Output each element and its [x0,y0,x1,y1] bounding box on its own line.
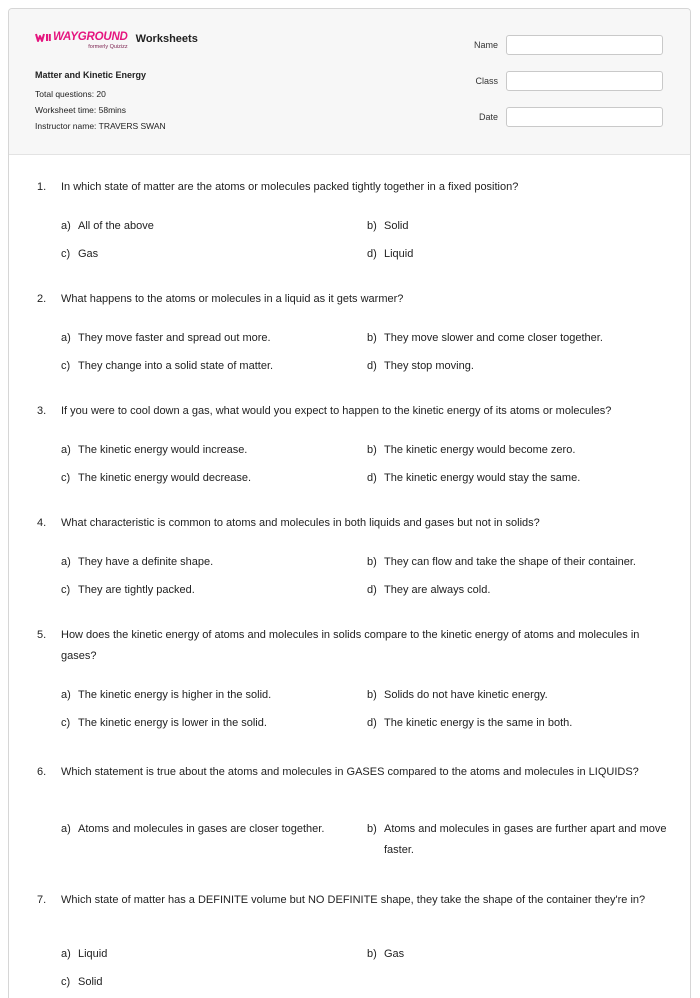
option-text: The kinetic energy is lower in the solid. [78,717,267,729]
option-text: They have a definite shape. [78,556,214,568]
option-b[interactable] [367,685,659,706]
option-d[interactable] [367,713,659,734]
total-questions: Total questions: 20 [35,89,106,99]
option-text: The kinetic energy would stay the same. [384,472,581,484]
question-number: 5. [37,629,47,641]
option-letter: a) [61,444,71,456]
question-number: 1. [37,181,47,193]
option-letter: c) [61,360,71,372]
option-letter: a) [61,948,71,960]
option-text: Solid [78,976,103,988]
question-text: What characteristic is common to atoms and molecules in both liquids and gases but not in solids? [61,517,540,529]
option-a[interactable] [61,552,353,573]
option-text: Gas [78,248,99,260]
date-row [474,106,663,128]
brand [35,31,198,50]
option-text: They are always cold. [384,584,491,596]
question-number: 6. [37,766,47,778]
date-label: Date [478,112,498,122]
option-text: The kinetic energy is the same in both. [384,717,573,729]
option-text: They can flow and take the shape of their container. [384,556,636,568]
option-c[interactable] [61,468,353,489]
option-letter: b) [367,823,377,835]
product-name: Worksheets [135,33,198,45]
option-text: All of the above [78,220,154,232]
option-c[interactable] [61,580,353,601]
option-text: Gas [384,948,405,960]
option-text: Liquid [78,948,108,960]
option-d[interactable] [367,244,659,265]
worksheet-page [8,8,691,998]
option-c[interactable] [61,356,353,377]
option-text: The kinetic energy is higher in the solid. [78,689,272,701]
wayground-mark-icon [35,32,51,43]
date-field[interactable] [506,107,663,127]
option-letter: d) [367,248,377,260]
option-letter: b) [367,332,377,344]
option-letter: d) [367,360,377,372]
option-letter: b) [367,948,377,960]
name-row [474,34,663,56]
worksheet-header [9,9,690,155]
question-text: How does the kinetic energy of atoms and molecules in solids compare to the kinetic energy of atoms and molecules in gases? [61,629,640,662]
option-text: They move slower and come closer together. [384,332,603,344]
logo-subtext: formerly Quizizz [88,44,128,50]
option-text: Atoms and molecules in gases are closer together. [78,823,325,835]
question-number: 7. [37,894,47,906]
option-c[interactable] [61,244,353,265]
option-text: The kinetic energy would decrease. [78,472,252,484]
option-letter: c) [61,248,71,260]
option-a[interactable] [61,685,353,706]
option-a[interactable] [61,328,353,349]
class-label: Class [475,76,498,86]
question-text: In which state of matter are the atoms or molecules packed tightly together in a fixed position? [61,181,519,193]
option-a[interactable] [61,944,353,965]
option-b[interactable] [367,944,659,965]
option-text: The kinetic energy would become zero. [384,444,576,456]
option-letter: c) [61,584,71,596]
option-text: They stop moving. [384,360,474,372]
question-text: Which state of matter has a DEFINITE volume but NO DEFINITE shape, they take the shape of the container they're in? [61,894,646,906]
option-b[interactable] [367,328,659,349]
option-text: Solid [384,220,409,232]
option-c[interactable] [61,713,353,734]
logo-text: WAYGROUND [53,31,128,43]
option-b[interactable] [367,440,659,461]
question-number: 2. [37,293,47,305]
option-letter: a) [61,332,71,344]
wayground-logo [35,31,128,50]
option-letter: b) [367,444,377,456]
question-text: Which statement is true about the atoms and molecules in GASES compared to the atoms and molecules in LIQUIDS? [61,766,639,778]
class-row [474,70,663,92]
worksheet-time: Worksheet time: 58mins [35,105,127,115]
worksheet-meta [35,67,166,134]
option-a[interactable] [61,819,368,840]
question-number: 3. [37,405,47,417]
option-letter: b) [367,220,377,232]
option-text: They move faster and spread out more. [78,332,271,344]
name-label: Name [473,40,498,50]
option-letter: a) [61,556,71,568]
option-text: Atoms and molecules in gases are further apart and move faster. [384,823,667,856]
option-b[interactable] [367,216,659,237]
option-letter: d) [367,472,377,484]
option-letter: d) [367,584,377,596]
option-d[interactable] [367,580,659,601]
option-letter: d) [367,717,377,729]
option-letter: b) [367,556,377,568]
option-b[interactable] [367,819,674,861]
option-text: The kinetic energy would increase. [78,444,248,456]
question-number: 4. [37,517,47,529]
question-text: What happens to the atoms or molecules in a liquid as it gets warmer? [61,293,404,305]
option-letter: a) [61,220,71,232]
option-letter: b) [367,689,377,701]
option-a[interactable] [61,440,353,461]
option-text: They change into a solid state of matter. [78,360,274,372]
instructor-name: Instructor name: TRAVERS SWAN [35,121,166,131]
worksheet-title: Matter and Kinetic Energy [35,70,147,80]
option-text: Liquid [384,248,414,260]
option-letter: c) [61,717,71,729]
option-text: Solids do not have kinetic energy. [384,689,548,701]
option-letter: a) [61,823,71,835]
student-fields [474,34,663,142]
option-d[interactable] [367,468,659,489]
question-text: If you were to cool down a gas, what would you expect to happen to the kinetic energy of its atoms or molecules? [61,405,612,417]
option-b[interactable] [367,552,684,573]
name-field[interactable] [506,35,663,55]
option-text: They are tightly packed. [78,584,195,596]
option-letter: c) [61,976,71,988]
option-letter: a) [61,689,71,701]
option-d[interactable] [367,356,659,377]
class-field[interactable] [506,71,663,91]
option-a[interactable] [61,216,353,237]
option-letter: c) [61,472,71,484]
